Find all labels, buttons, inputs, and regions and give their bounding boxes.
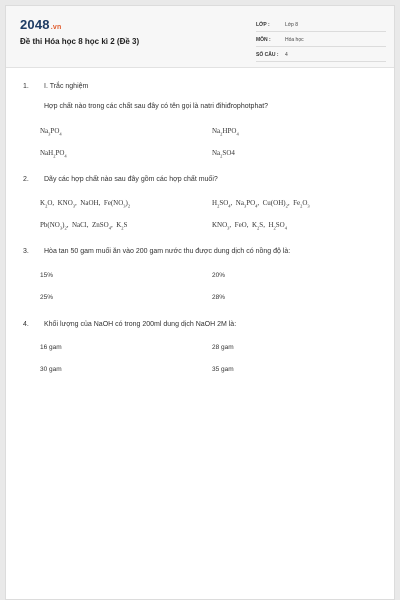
question-2-option-c[interactable]: $Pb(NO_3)_2$, NaCl, ZnSO$_4$, $K_2S$ bbox=[40, 221, 128, 231]
question-2-option-d[interactable]: $KNO_3$, FeO, $K_2S$, $H_2SO_4$ bbox=[212, 221, 287, 231]
question-2-option-b[interactable]: $H_2SO_4$, $Na_3PO_4$, $Cu(OH)_2$, $Fe_2O_3$ bbox=[212, 199, 310, 209]
exam-meta bbox=[256, 19, 386, 64]
question-4-option-d[interactable]: 35 gam bbox=[212, 366, 234, 373]
question-3-option-d[interactable]: 28% bbox=[212, 294, 226, 301]
meta-subject-label: MÔN : bbox=[256, 37, 271, 43]
question-3-number: 3. bbox=[23, 248, 29, 255]
question-1-option-a[interactable]: $Na_3PO_4$ bbox=[40, 127, 62, 137]
meta-subject-value: Hóa học bbox=[285, 37, 304, 43]
question-4-option-a[interactable]: 16 gam bbox=[40, 344, 62, 351]
meta-class-label: LỚP : bbox=[256, 22, 270, 28]
question-1-option-c[interactable]: $NaH_2PO_4$ bbox=[40, 149, 67, 159]
question-3-option-a[interactable]: 15% bbox=[40, 272, 54, 279]
question-4-text: Khối lượng của NaOH có trong 200ml dung dịch NaOH 2M là: bbox=[44, 321, 237, 328]
exam-page bbox=[5, 5, 395, 600]
question-3-option-c[interactable]: 25% bbox=[40, 294, 54, 301]
meta-class bbox=[256, 19, 386, 32]
question-1-section: I. Trắc nghiệm bbox=[44, 83, 89, 90]
question-4-number: 4. bbox=[23, 321, 29, 328]
question-4-option-c[interactable]: 30 gam bbox=[40, 366, 62, 373]
meta-count-value: 4 bbox=[285, 52, 288, 58]
question-1-text: Hợp chất nào trong các chất sau đây có tên gọi là natri đihiđrophotphat? bbox=[44, 103, 269, 110]
question-2-option-a[interactable]: $K_2O$, $KNO_3$, NaOH, $Fe(NO_3)_2$ bbox=[40, 199, 131, 209]
meta-class-value: Lớp 8 bbox=[285, 22, 299, 28]
logo-suffix: .vn bbox=[50, 24, 62, 31]
meta-count bbox=[256, 49, 386, 62]
question-1-option-b[interactable]: $Na_2HPO_4$ bbox=[212, 127, 239, 137]
site-logo[interactable] bbox=[20, 17, 61, 32]
question-3-text: Hòa tan 50 gam muối ăn vào 200 gam nước thu được dung dịch có nồng độ là: bbox=[44, 248, 291, 255]
meta-subject bbox=[256, 34, 386, 47]
question-2-text: Dãy các hợp chất nào sau đây gồm các hợp chất muối? bbox=[44, 176, 218, 183]
question-2-number: 2. bbox=[23, 176, 29, 183]
question-4-option-b[interactable]: 28 gam bbox=[212, 344, 234, 351]
question-3-option-b[interactable]: 20% bbox=[212, 272, 226, 279]
logo-text: 2048 bbox=[20, 17, 50, 32]
exam-header bbox=[6, 6, 394, 68]
exam-title: Đề thi Hóa học 8 học kì 2 (Đề 3) bbox=[20, 37, 140, 46]
question-1-number: 1. bbox=[23, 83, 29, 90]
question-1-option-d[interactable]: $Na_2SO4$ bbox=[212, 149, 235, 159]
meta-count-label: SỐ CÂU : bbox=[256, 52, 279, 58]
